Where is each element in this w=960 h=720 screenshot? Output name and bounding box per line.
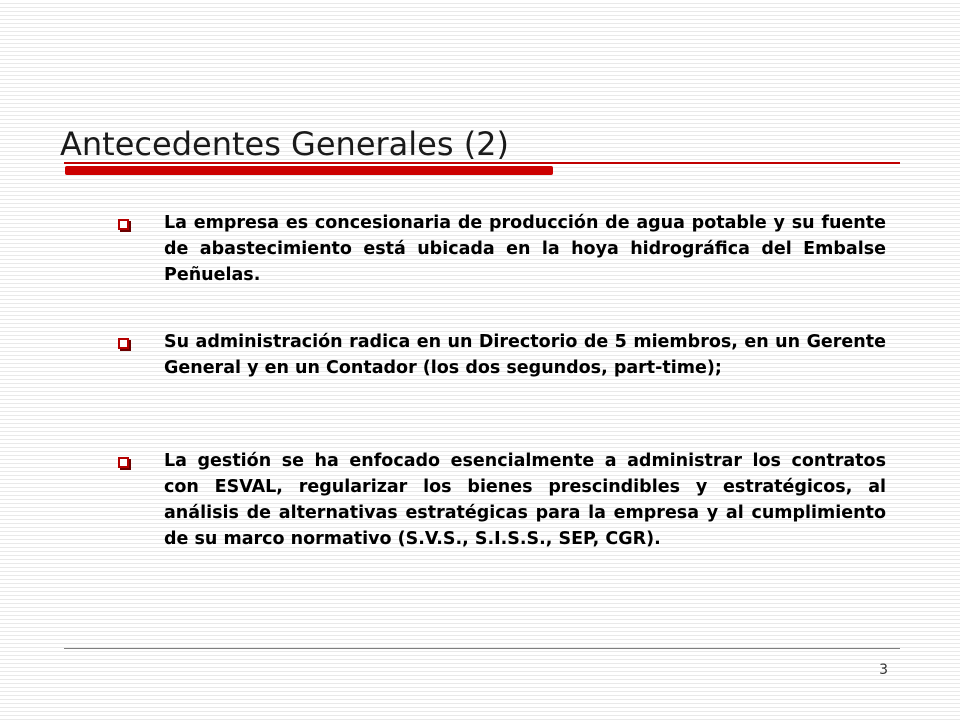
hollow-square-bullet-icon: [118, 457, 129, 468]
bullet-text: La empresa es concesionaria de producción de agua potable y su fuente de abastecimiento está ubicada en la hoya hidrográfica del Embalse Peñuelas.: [164, 213, 886, 285]
bullet-text: Su administración radica en un Directorio de 5 miembros, en un Gerente General y en un Contador (los dos segundos, part-time);: [164, 332, 886, 378]
hollow-square-bullet-icon: [118, 338, 129, 349]
title-divider-thin: [64, 162, 900, 164]
bullet-text: La gestión se ha enfocado esencialmente a administrar los contratos con ESVAL, regularizar los bienes prescindibles y estratégicos, al análisis de alternativas estratégicas para la empresa y al cumplimiento de su marco normativo (S.V.S., S.I.S.S., SEP, CGR).: [164, 451, 886, 549]
footer-divider: [64, 648, 900, 649]
bullet-item: [118, 210, 886, 303]
page-number: 3: [879, 662, 888, 678]
bullet-item: [118, 329, 886, 422]
hollow-square-bullet-icon: [118, 219, 129, 230]
slide-title: Antecedentes Generales (2): [60, 125, 510, 163]
bullet-list: [118, 210, 886, 604]
title-divider-accent: [65, 166, 553, 175]
bullet-item: [118, 448, 886, 578]
